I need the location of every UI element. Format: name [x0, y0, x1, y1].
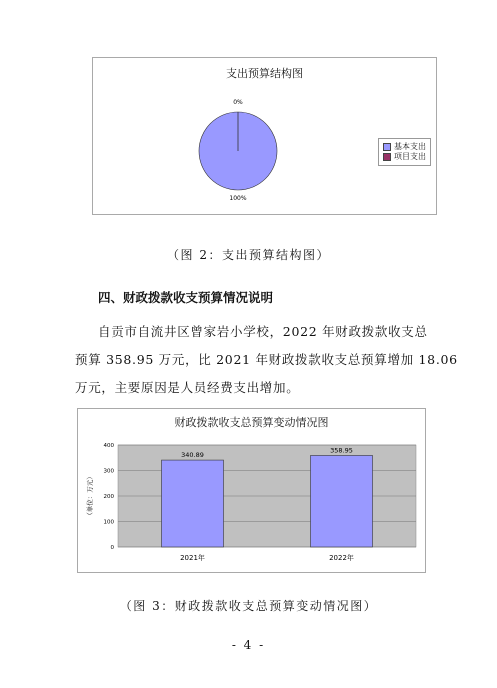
pie-label-top: 0%: [233, 99, 243, 106]
bar-chart-svg: [78, 409, 425, 572]
x-tick-label: 2021年: [180, 554, 205, 562]
bar-2022年: [311, 455, 373, 547]
bar-chart: [77, 408, 426, 573]
bar-2021年: [162, 460, 224, 547]
pie-chart-svg: [93, 58, 436, 214]
y-tick-label: 400: [103, 443, 114, 449]
bar-data-label: 340.89: [181, 451, 204, 460]
figure-2-caption: （图 2：支出预算结构图）: [167, 248, 330, 262]
paragraph-line-2: 预算 358.95 万元，比 2021 年财政拨款收支总预算增加 18.06: [75, 352, 458, 367]
bar-chart-title: 财政拨款收支总预算变动情况图: [174, 416, 329, 429]
legend-swatch-basic: [383, 143, 391, 151]
legend-item-basic: [383, 142, 426, 152]
legend-item-project: [383, 152, 426, 162]
y-tick-label: 0: [110, 545, 114, 551]
pie-chart: [92, 57, 437, 215]
section-heading: 四、财政拨款收支预算情况说明: [98, 290, 274, 305]
page-number: - 4 -: [231, 638, 266, 652]
legend-label-project: 项目支出: [394, 152, 426, 161]
figure-3-caption: （图 3：财政拨款收支总预算变动情况图）: [119, 599, 378, 613]
pie-label-bottom: 100%: [229, 195, 247, 202]
pie-chart-title: 支出预算结构图: [226, 67, 303, 80]
legend-label-basic: 基本支出: [394, 142, 426, 151]
y-axis-label: （单位：万元）: [86, 473, 94, 519]
y-tick-label: 200: [103, 494, 114, 500]
pie-legend: [378, 138, 431, 166]
x-tick-label: 2022年: [329, 554, 354, 562]
y-tick-label: 100: [103, 519, 114, 526]
y-tick-label: 300: [103, 468, 114, 475]
legend-swatch-project: [383, 153, 391, 161]
bar-data-label: 358.95: [330, 446, 353, 455]
paragraph-line-3: 万元，主要原因是人员经费支出增加。: [75, 380, 300, 395]
paragraph-line-1: 自贡市自流井区曾家岩小学校，2022 年财政拨款收支总: [98, 324, 428, 339]
